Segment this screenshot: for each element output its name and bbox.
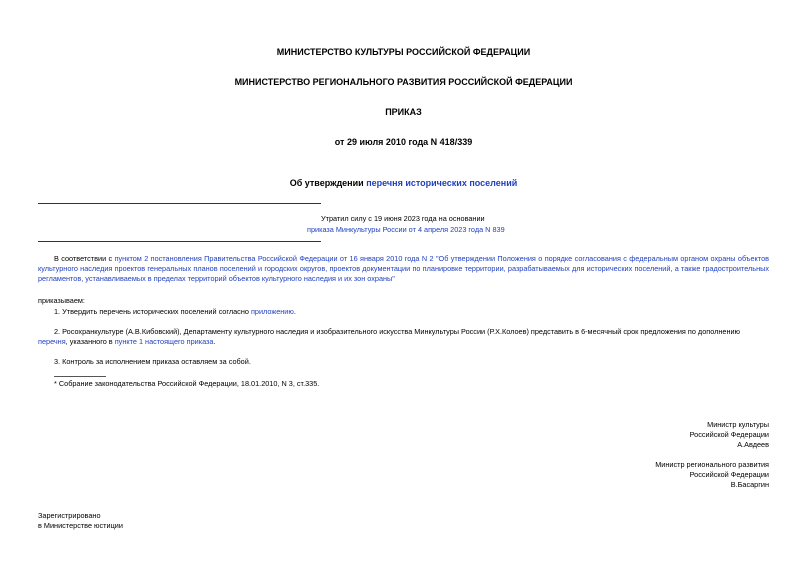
- item-3: 3. Контроль за исполнением приказа оставляем за собой.: [54, 357, 251, 366]
- registration-line-1: Зарегистрировано: [38, 511, 101, 520]
- order-word: приказываем:: [38, 296, 85, 305]
- signature-culture-name: А.Авдеев: [737, 440, 769, 449]
- status-separator-top: [38, 203, 321, 204]
- status-link[interactable]: приказа Минкультуры России от 4 апреля 2023 года N 839: [307, 225, 505, 234]
- signature-culture-country: Российской Федерации: [689, 430, 769, 439]
- preamble-link[interactable]: пунктом 2 постановления Правительства Российской Федерации от 16 января 2010 года N 2 "Об утверждении Положения о порядке согласования с федеральным органом охраны объектов культурного наследия проектов генеральных планов поселений и городских округов, проектов документации по планировке территории, разрабатываемых для исторических поселений, а также градостроительных регламентов, устанавливаемых в пределах территорий объектов культурного наследия и их зон охраны": [38, 254, 770, 283]
- title-prefix: Об утверждении: [289, 178, 367, 188]
- title-link[interactable]: перечня исторических поселений: [366, 178, 518, 188]
- item-1-end: .: [293, 307, 296, 316]
- status-separator-bottom: [38, 241, 321, 242]
- item-2-link-item[interactable]: пункте 1 настоящего приказа: [114, 337, 214, 346]
- item-1: [54, 307, 296, 317]
- item-2: [38, 327, 769, 347]
- ministry-culture-heading: МИНИСТЕРСТВО КУЛЬТУРЫ РОССИЙСКОЙ ФЕДЕРАЦИИ: [276, 47, 531, 57]
- document-type: ПРИКАЗ: [385, 107, 422, 117]
- footnote-separator: [54, 376, 106, 377]
- registration-line-2: в Министерстве юстиции: [38, 521, 123, 530]
- preamble-text: В соответствии с: [54, 254, 115, 263]
- footnote: * Собрание законодательства Российской Федерации, 18.01.2010, N 3, ст.335.: [54, 379, 320, 388]
- preamble-paragraph: [38, 254, 769, 284]
- document-title: [0, 178, 807, 188]
- document-date-number: от 29 июля 2010 года N 418/339: [334, 137, 473, 147]
- item-1-text: 1. Утвердить перечень исторических поселений согласно: [54, 307, 251, 316]
- ministry-regional-heading: МИНИСТЕРСТВО РЕГИОНАЛЬНОГО РАЗВИТИЯ РОССИЙСКОЙ ФЕДЕРАЦИИ: [234, 77, 573, 87]
- signature-regional-country: Российской Федерации: [689, 470, 769, 479]
- status-text: Утратил силу с 19 июня 2023 года на основании: [321, 214, 485, 223]
- signature-regional-position: Министр регионального развития: [655, 460, 769, 469]
- item-2-mid: , указанного в: [65, 337, 115, 346]
- signature-regional: [655, 460, 769, 490]
- signature-regional-name: В.Басаргин: [730, 480, 769, 489]
- item-2-link-list[interactable]: перечня: [38, 337, 66, 346]
- signature-culture-position: Министр культуры: [707, 420, 769, 429]
- item-2-text: 2. Росохранкультуре (А.В.Кибовский), Департаменту культурного наследия и изобразительного искусства Минкультуры России (Р.Х.Колоев) представить в 6-месячный срок предложения по дополнению: [54, 327, 741, 336]
- signature-culture: [690, 420, 769, 450]
- item-1-link[interactable]: приложению: [250, 307, 294, 316]
- item-2-end: .: [213, 337, 216, 346]
